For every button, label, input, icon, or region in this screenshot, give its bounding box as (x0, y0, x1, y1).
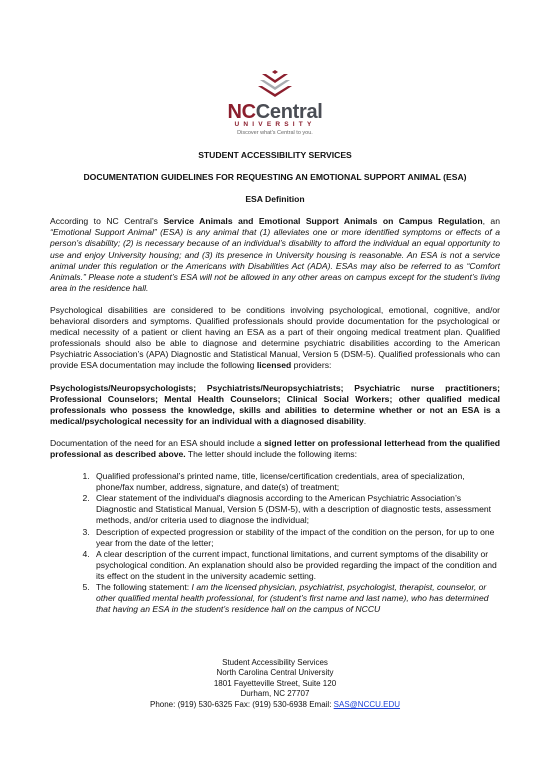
licensed-emphasis: licensed (256, 360, 292, 371)
logo-tagline: Discover what's Central to you. (237, 130, 313, 136)
logo-central: Central (255, 101, 323, 123)
document-body (50, 150, 500, 615)
section-heading: ESA Definition (245, 194, 305, 205)
list-item (92, 582, 500, 615)
esa-definition-text: “Emotional Support Animal” (ESA) is any animal that (1) alleviates one or more identified symptoms or effects of a person’s disability; (2) is necessary because of an individual’s disability to afford the individual an equal opportunity to use and enjoy University housing; and (3) its presence in University housing is reasonable. An ESA is not a service animal under this regulation or the Americans with Disabilities Act (ADA). ESAs may also be referred to as “Comfort Animals.” Please note a student’s ESA will not be allowed in any other areas on campus except for the student’s living area in the residence hall. (50, 227, 500, 293)
letter-requirement: signed letter on professional letterhead from the qualified professional as described above. (50, 437, 500, 459)
text: Psychological disabilities are considered to be conditions involving psychological, emotional, cognitive, and/or behavioral disorders and symptoms. Qualified professionals should provide documentation for the psychological or medical necessity of a patient or client having an ESA as a part of their ongoing medical treatment plan. Qualified professionals should also be able to diagnose and determine psychiatric disabilities according to the American Psychiatric Association’s (APA) Diagnostic and Statistical Manual, Version 5 (DSM-5). Qualified professionals who can provide ESA documentation may include the following (50, 304, 500, 371)
nccu-logo (0, 70, 550, 137)
required-statement: I am the licensed physician, psychiatrist, psychologist, therapist, counselor, or other qualified mental health professional, for (student’s first name and last name), who has determined that having an ESA in the student’s residence hall on the campus of NCCU (96, 582, 489, 615)
text: , an (482, 216, 500, 227)
phone-fax-text: Phone: (919) 530-6325 Fax: (919) 530-6938 Email: (149, 699, 334, 709)
list-item: 2. Clear statement of the individual's diagnosis according to the American Psychiatric Association’s Diagnostic and Statistical Manual, Version 5 (DSM-5), with a description of diagnostic tests, assessment methods, and/or criteria used to diagnose the individual; (92, 493, 500, 526)
logo-wordmark (0, 102, 550, 122)
logo-university: UNIVERSITY (234, 121, 316, 128)
esa-definition-paragraph (50, 216, 500, 294)
footer-street: 1801 Fayetteville Street, Suite 120 (213, 678, 337, 688)
document-title: DOCUMENTATION GUIDELINES FOR REQUESTING AN EMOTIONAL SUPPORT ANIMAL (ESA) (83, 172, 467, 183)
footer-university: North Carolina Central University (216, 668, 334, 678)
footer-contact (0, 700, 550, 710)
footer-office: Student Accessibility Services (222, 658, 328, 667)
footer (0, 658, 550, 710)
text: The following statement: (96, 582, 192, 592)
footer-city: Durham, NC 27707 (240, 689, 310, 699)
list-item: 1. Qualified professional’s printed name, title, license/certification credentials, area of specialization, phone/fax number, address, signature, and date(s) of treatment; (92, 471, 500, 493)
email-link[interactable]: SAS@NCCU.EDU (333, 699, 401, 709)
requirements-list (50, 471, 500, 615)
psychological-disabilities-paragraph (50, 305, 500, 372)
providers-list: Psychologists/Neuropsychologists; Psychiatrists/Neuropsychiatrists; Psychiatric nurse practitioners; Professional Counselors; Mental Health Counselors; Clinical Social Workers; other qualified medical professionals who possess the knowledge, skills and abilities to determine whether or not an ESA is a medical/psychological necessity for an individual with a diagnosed disability (50, 382, 500, 426)
list-item: 3. Description of expected progression or stability of the impact of the condition on the person, for up to one year from the date of the letter; (92, 527, 500, 549)
nccu-chevron-icon (256, 70, 294, 100)
qualified-providers-paragraph (50, 383, 500, 427)
text: . (363, 415, 367, 426)
text: Documentation of the need for an ESA should include a (50, 437, 265, 448)
documentation-paragraph (50, 438, 500, 460)
office-heading: STUDENT ACCESSIBILITY SERVICES (198, 150, 352, 160)
text: The letter should include the following items: (185, 448, 357, 459)
logo-nc: NC (227, 101, 256, 123)
regulation-name: Service Animals and Emotional Support Animals on Campus Regulation (163, 216, 483, 227)
text: providers: (291, 360, 332, 371)
list-item: 4. A clear description of the current impact, functional limitations, and current symptoms of the disability or psychological condition. An explanation should also be provided regarding the impact of the condition and its effect on the student in the university academic setting. (92, 549, 500, 582)
text: According to NC Central’s (50, 216, 164, 227)
